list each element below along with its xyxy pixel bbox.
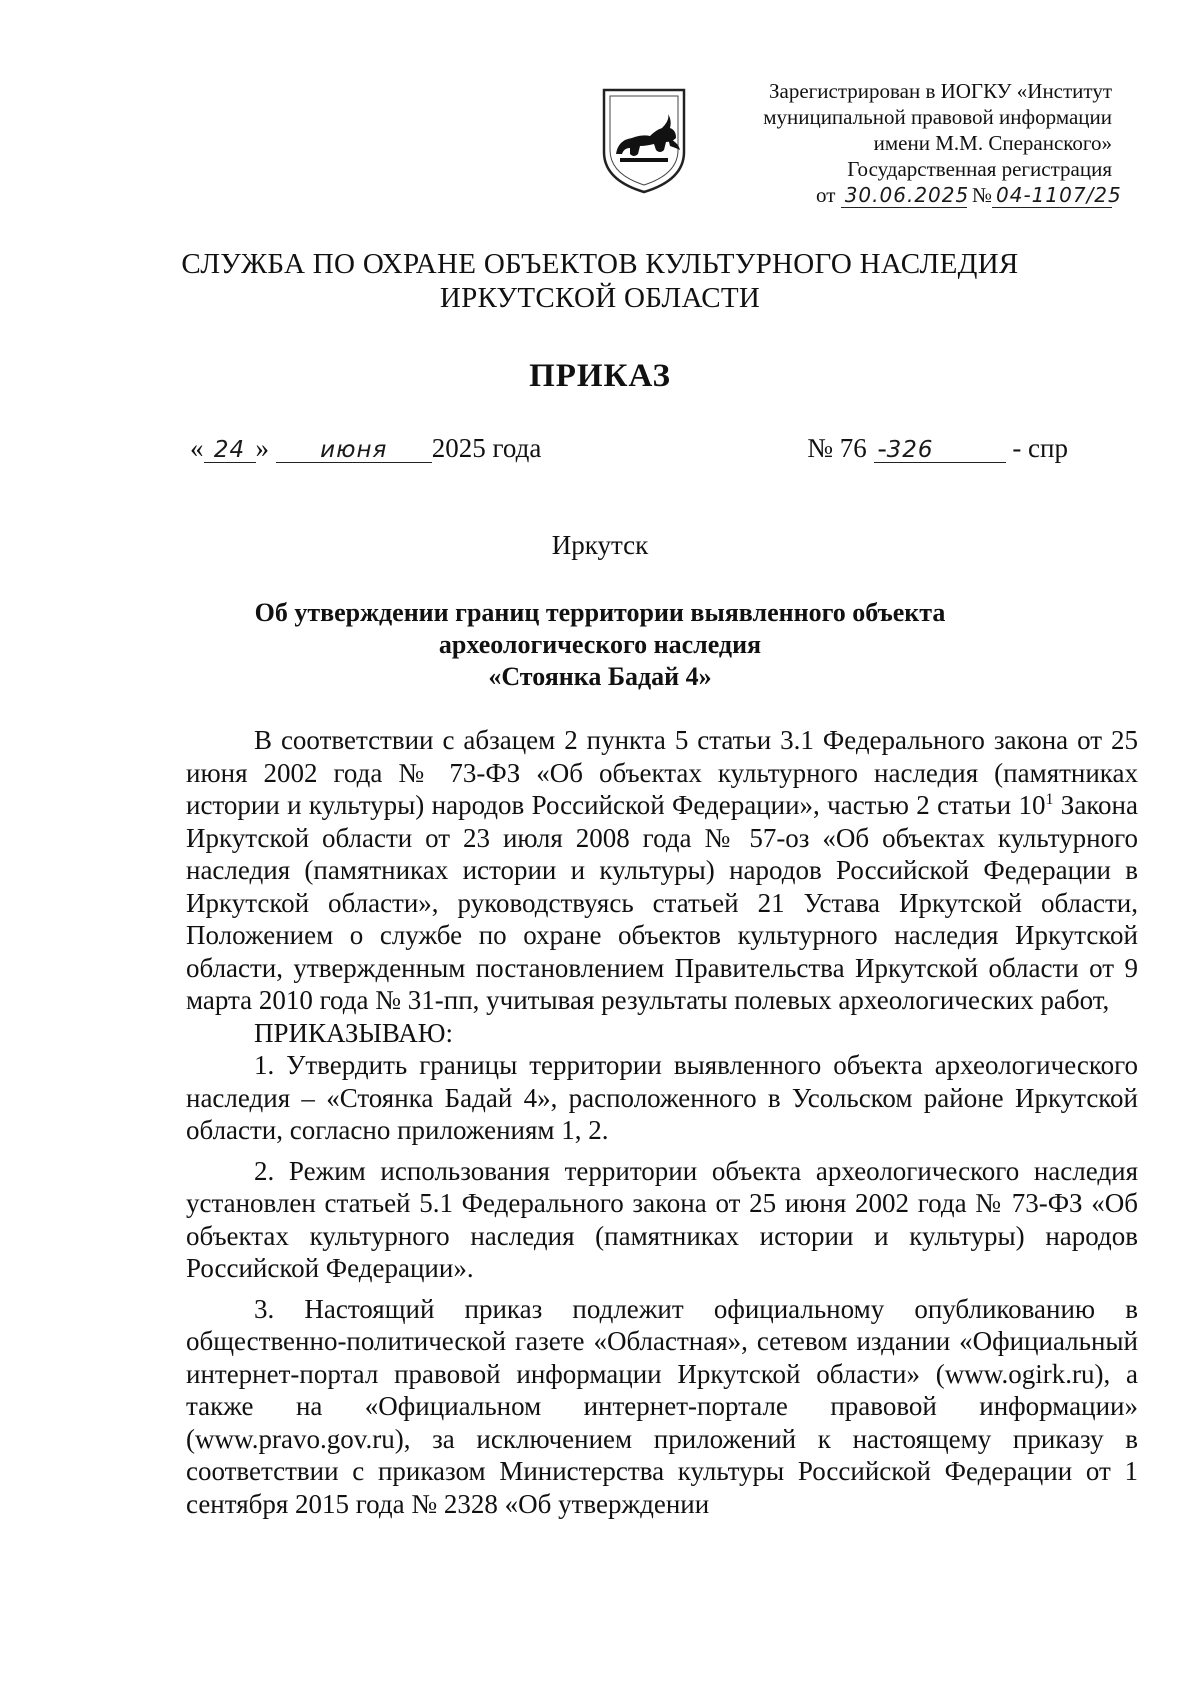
order-item-1: 1. Утвердить границы территории выявленного объекта археологического наследия – «Стоянка Бадай 4», расположенного в Усольском районе Иркутской области, согласно приложениям 1, 2. <box>186 1050 1138 1145</box>
order-number-handwritten: 326 <box>886 437 934 463</box>
subject-line-2: археологического наследия <box>438 630 762 659</box>
registration-number: 04-1107/25 <box>992 183 1112 208</box>
registration-stamp <box>652 78 1122 208</box>
registration-line-1: Зарегистрирован в ИОГКУ «Институт <box>768 79 1112 103</box>
organization-line-1: СЛУЖБА ПО ОХРАНЕ ОБЪЕКТОВ КУЛЬТУРНОГО НАСЛЕДИЯ <box>181 248 1019 280</box>
preamble-text-b: Закона Иркутской области от 23 июля 2008 года № 57-оз «Об объектах культурного наследия (памятниках истории и культуры) народов Российской Федерации в Иркутской области», руководствуясь статьей 21 Устава Иркутской области, Положением о службе по охране объектов культурного наследия Иркутской области, утвержденным постановлением Правительства Иркутской области от 9 марта 2010 года № 31-пп, учитывая результаты полевых археологических работ, <box>186 790 1138 1015</box>
registration-date: 30.06.2025 <box>841 183 967 208</box>
subject-line-1: Об утверждении границ территории выявленного объекта <box>254 598 946 627</box>
order-subject <box>0 597 1200 693</box>
preamble-paragraph <box>186 724 1138 1017</box>
registration-from-label: от <box>816 183 836 207</box>
order-number <box>807 431 1068 465</box>
organization-line-2: ИРКУТСКОЙ ОБЛАСТИ <box>439 282 761 314</box>
order-year: 2025 года <box>431 433 542 463</box>
preamble-text-a: В соответствии с абзацем 2 пункта 5 статьи 3.1 Федерального закона от 25 июня 2002 года № 73-ФЗ «Об объектах культурного наследия (памятниках истории и культуры) народов Российской Федерации», частью 2 статьи 10 <box>186 725 1138 820</box>
order-word: ПРИКАЗЫВАЮ: <box>254 1017 453 1048</box>
order-number-prefix: № 76 <box>807 433 867 463</box>
order-month: июня <box>276 438 432 463</box>
order-body <box>186 724 1138 1520</box>
order-date <box>190 431 541 465</box>
order-number-field <box>874 433 1006 463</box>
registration-line-4: Государственная регистрация <box>847 157 1112 181</box>
subject-line-3: «Стоянка Бадай 4» <box>488 662 712 691</box>
registration-number-label: № <box>971 183 992 207</box>
registration-line-5 <box>652 182 1122 208</box>
city: Иркутск <box>551 530 649 560</box>
order-day: 24 <box>204 438 256 463</box>
order-number-dash: - <box>877 433 887 463</box>
order-item-2: 2. Режим использования территории объекта археологического наследия установлен статьей 5.1 Федерального закона от 25 июня 2002 года № 73-ФЗ «Об объектах культурного наследия (памятниках истории и культуры) народов Российской Федерации». <box>186 1155 1138 1283</box>
document-type: ПРИКАЗ <box>529 358 671 394</box>
date-open-quote: « <box>190 433 204 463</box>
order-number-suffix: - спр <box>1012 433 1068 463</box>
order-item-3: 3. Настоящий приказ подлежит официальному опубликованию в общественно-политической газете «Областная», сетевом издании «Официальный интернет-портал правовой информации Иркутской области» (www.ogirk.ru), а также на «Официальном интернет-портале правовой информации» (www.pravo.gov.ru), за исключением приложений к настоящему приказу в соответствии с приказом Министерства культуры Российской Федерации от 1 сентября 2015 года № 2328 «Об утверждении <box>186 1293 1138 1519</box>
registration-line-2: муниципальной правовой информации <box>763 105 1112 129</box>
preamble-superscript: 1 <box>1045 791 1054 808</box>
organization-name <box>0 247 1200 315</box>
registration-line-3: имени М.М. Сперанского» <box>873 131 1112 155</box>
date-close-quote: » <box>255 433 269 463</box>
